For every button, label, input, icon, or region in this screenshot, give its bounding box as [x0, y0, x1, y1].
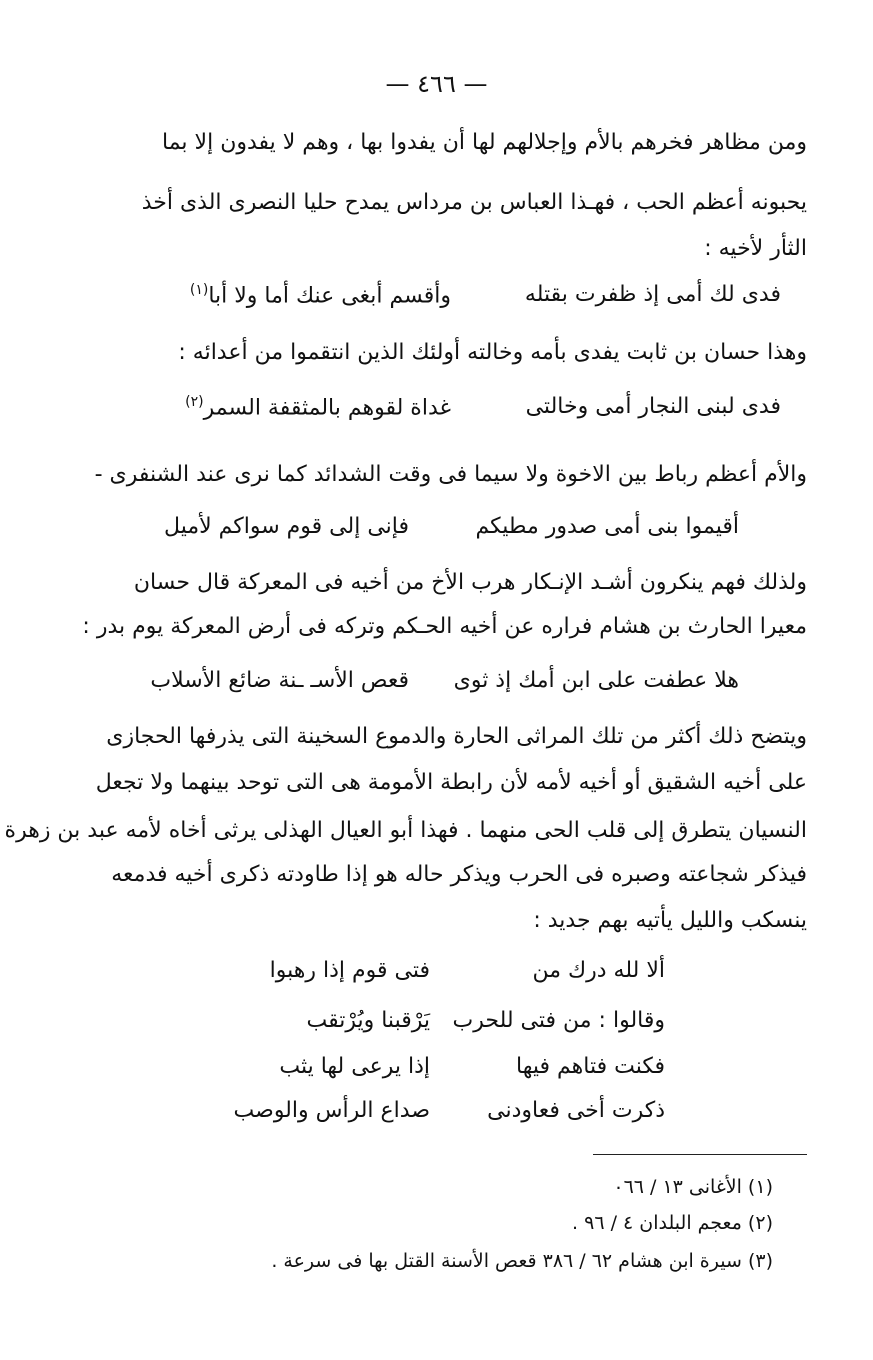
verse-line	[71, 394, 781, 420]
footnote-marker: (١)	[189, 282, 209, 298]
text-line: على أخيه الشقيق أو أخيه لأمه لأن رابطة الأمومة هى التى توحد بينهما ولا تجعل	[95, 770, 807, 795]
footnote-marker: (٢)	[185, 394, 204, 410]
footnote: (٢) معجم البلدان ٤ / ٩٦ .	[572, 1212, 773, 1234]
verse-hemistich-text: وأقسم أبغى عنك أما ولا أبا	[208, 283, 451, 309]
footnote: (١) الأغانى ١٣ / ٠٦٦	[613, 1176, 773, 1198]
footnote: (٣) سيرة ابن هشام ٦٢ / ٣٨٦ قعص الأسنة القتل بها فى سرعة .	[271, 1250, 773, 1272]
verse-hemistich: فكنت فتاهم فيها	[516, 1054, 665, 1079]
verse-hemistich	[71, 394, 451, 420]
poem-line	[195, 1098, 665, 1123]
verse-hemistich: يَرْقبنا ويُرْتقب	[306, 1008, 430, 1033]
verse-hemistich: ألا لله درك من	[532, 958, 665, 983]
verse-hemistich: فإنى إلى قوم سواكم لأميل	[164, 514, 409, 539]
text-line: ويتضح ذلك أكثر من تلك المراثى الحارة والدموع السخينة التى يذرفها الحجازى	[106, 724, 807, 749]
verse-line	[29, 514, 739, 539]
text-line: ومن مظاهر فخرهم بالأم وإجلالهم لها أن يفدوا بها ، وهم لا يفدون إلا بما	[162, 130, 807, 155]
verse-hemistich-text: غداة لقوهم بالمثقفة السمر	[203, 395, 451, 421]
text-line: ينسكب والليل يأتيه بهم جديد :	[533, 908, 807, 933]
verse-hemistich: فتى قوم إذا رهبوا	[269, 958, 430, 983]
verse-hemistich: أقيموا بنى أمى صدور مطيكم	[475, 514, 739, 539]
text-line: معيرا الحارث بن هشام فراره عن أخيه الحـكم وتركه فى أرض المعركة يوم بدر :	[82, 614, 807, 639]
poem-line	[195, 1008, 665, 1033]
verse-hemistich: قعص الأسـ ـنة ضائع الأسلاب	[150, 668, 409, 693]
text-line: فيذكر شجاعته وصبره فى الحرب ويذكر حاله هو إذا طاودته ذكرى أخيه فدمعه	[111, 862, 807, 887]
verse-hemistich: وقالوا : من فتى للحرب	[452, 1008, 665, 1033]
verse-hemistich: فدى لبنى النجار أمى وخالتى	[525, 394, 781, 419]
page-number: — ٤٦٦ —	[385, 70, 488, 98]
verse-hemistich	[71, 282, 451, 308]
text-line: ولذلك فهم ينكرون أشـد الإنـكار هرب الأخ من أخيه فى المعركة قال حسان	[133, 570, 807, 595]
poem-line	[195, 1054, 665, 1079]
verse-hemistich: إذا يرعى لها يثب	[279, 1054, 430, 1079]
verse-hemistich: ذكرت أخى فعاودنى	[487, 1098, 665, 1123]
text-line: وهذا حسان بن ثابت يفدى بأمه وخالته أولئك الذين انتقموا من أعدائه :	[178, 340, 807, 365]
footnote-divider	[593, 1154, 807, 1155]
verse-hemistich: فدى لك أمى إذ ظفرت بقتله	[524, 282, 781, 307]
text-line: الثأر لأخيه :	[704, 236, 807, 261]
text-line: والأم أعظم رباط بين الاخوة ولا سيما فى وقت الشدائد كما نرى عند الشنفرى -	[94, 462, 807, 487]
verse-hemistich: هلا عطفت على ابن أمك إذ ثوى	[453, 668, 739, 693]
text-line: يحبونه أعظم الحب ، فهـذا العباس بن مرداس يمدح حليا النصرى الذى أخذ	[141, 190, 807, 215]
verse-line	[71, 282, 781, 308]
verse-line	[29, 668, 739, 693]
verse-hemistich: صداع الرأس والوصب	[233, 1098, 430, 1123]
text-line: النسيان يتطرق إلى قلب الحى منهما . فهذا أبو العيال الهذلى يرثى أخاه لأمه عبد بن زهرة	[4, 818, 807, 843]
poem-line	[195, 958, 665, 983]
